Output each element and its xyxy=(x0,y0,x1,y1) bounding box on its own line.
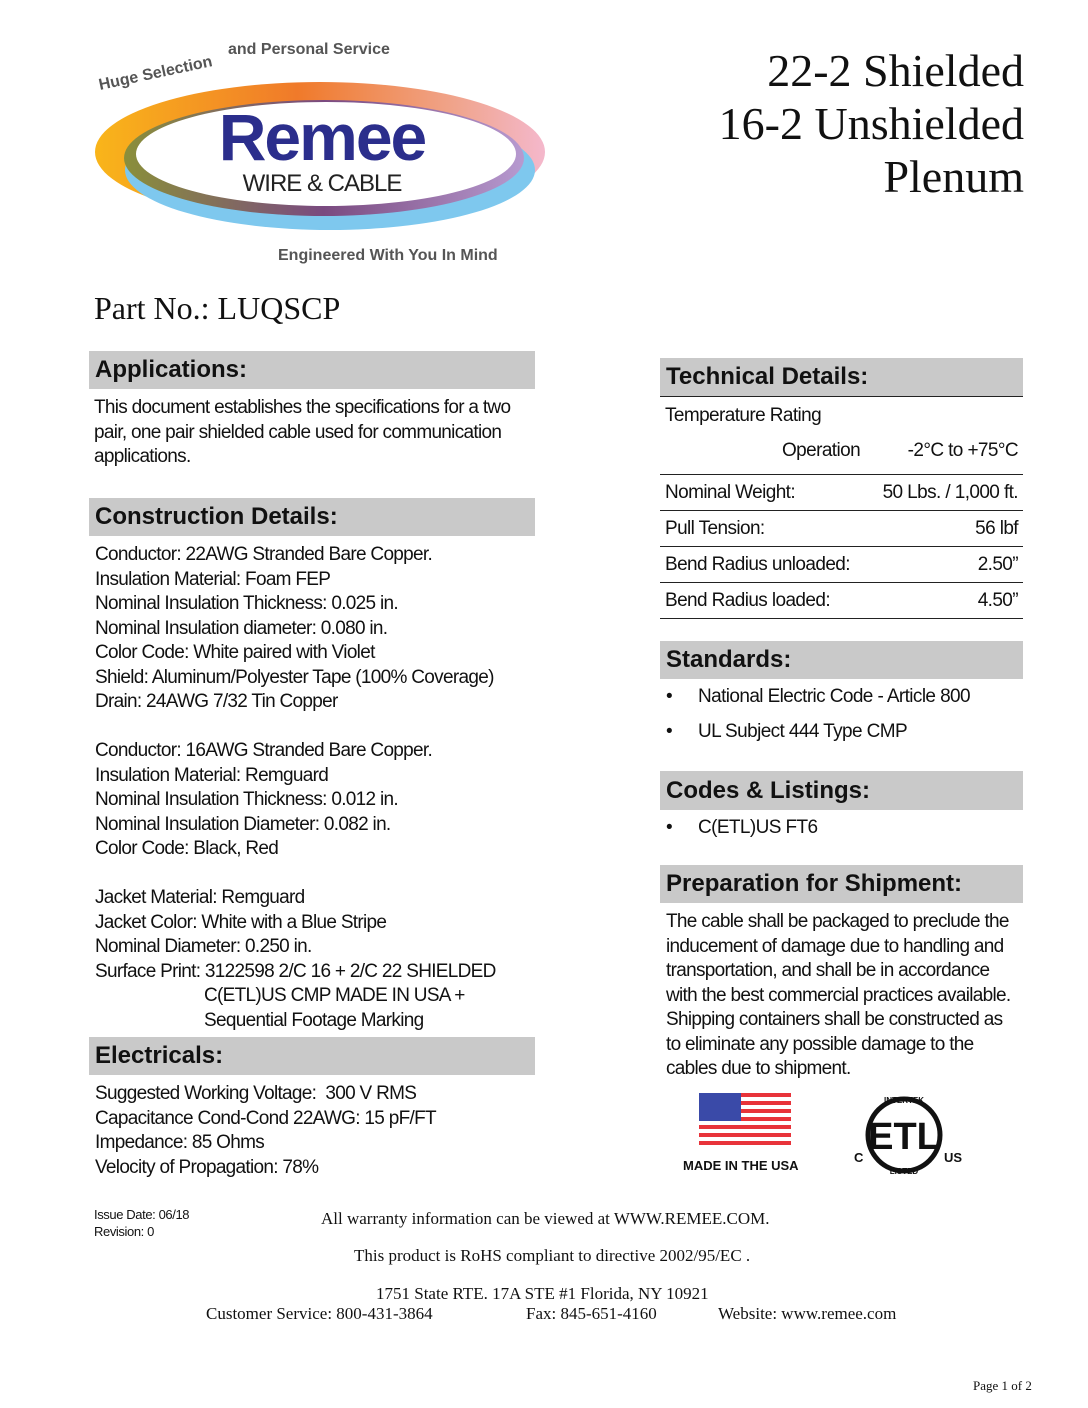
tech-label: Bend Radius loaded: xyxy=(665,589,831,611)
text-line: Drain: 24AWG 7/32 Tin Copper xyxy=(95,691,338,712)
etl-bottom-text: LISTED xyxy=(889,1167,919,1176)
text-line: Conductor: 22AWG Stranded Bare Copper. xyxy=(95,544,433,565)
text-line: Jacket Material: Remguard xyxy=(95,887,305,908)
rohs-text: This product is RoHS compliant to directive 2002/95/EC . xyxy=(354,1246,751,1265)
tech-value: 2.50” xyxy=(977,553,1018,575)
text-line: Jacket Color: White with a Blue Stripe xyxy=(95,911,387,933)
text-line: cables due to shipment. xyxy=(666,1058,851,1079)
text-line: Impedance: 85 Ohms xyxy=(95,1132,265,1153)
text-line: Capacitance Cond-Cond 22AWG: 15 pF/FT xyxy=(95,1107,436,1129)
text-line: Shipping containers shall be constructed as xyxy=(666,1009,1003,1030)
remee-logo xyxy=(88,32,548,272)
tech-row xyxy=(660,475,1023,511)
text-line: Nominal Diameter: 0.250 in. xyxy=(95,936,312,957)
tech-label: Bend Radius unloaded: xyxy=(665,553,850,575)
customer-service-text: Customer Service: 800-431-3864 xyxy=(206,1304,433,1323)
text-line: Surface Print: 3122598 2/C 16 + 2/C 22 SHIELDED xyxy=(95,960,496,982)
text-line: Sequential Footage Marking xyxy=(204,1009,424,1031)
tech-value: 4.50” xyxy=(977,589,1018,611)
text-line: with the best commercial practices available. xyxy=(666,984,1011,1006)
applications-text xyxy=(94,396,510,470)
revision: Revision: 0 xyxy=(94,1224,154,1239)
standards-item xyxy=(666,686,970,708)
technical-heading: Technical Details: xyxy=(660,358,1023,397)
title-line: 22-2 Shielded xyxy=(767,45,1024,96)
shipment-text xyxy=(666,910,1010,1082)
tech-value: 56 lbf xyxy=(975,517,1018,539)
text-line: Shield: Aluminum/Polyester Tape (100% Coverage) xyxy=(95,666,494,688)
text-line: pair, one pair shielded cable used for communication xyxy=(94,421,502,443)
text-line: transportation, and shall be in accordance xyxy=(666,960,990,981)
text-line: Nominal Insulation Thickness: 0.025 in. xyxy=(95,593,398,614)
codes-heading: Codes & Listings: xyxy=(660,771,1023,810)
text-line: Conductor: 16AWG Stranded Bare Copper. xyxy=(95,740,433,761)
spacer xyxy=(95,862,496,887)
issue-info xyxy=(94,1206,189,1240)
logo-subtitle: WIRE & CABLE xyxy=(242,170,402,197)
bullet-icon: • xyxy=(666,721,673,742)
etl-us-text: US xyxy=(944,1150,963,1165)
construction-heading: Construction Details: xyxy=(89,498,535,536)
tech-label: Pull Tension: xyxy=(665,517,765,539)
text-line: Nominal Insulation Thickness: 0.012 in. xyxy=(95,789,398,810)
tech-row xyxy=(660,583,1023,619)
tech-row xyxy=(660,547,1023,583)
svg-text:and Personal Service: and Personal Service xyxy=(228,41,390,58)
logo-brand: Remee xyxy=(218,100,426,174)
standards-item xyxy=(666,721,907,743)
codes-item xyxy=(666,817,817,839)
etl-mark-icon xyxy=(852,1094,972,1176)
construction-details xyxy=(95,543,496,1033)
svg-text:Huge Selection: Huge Selection xyxy=(97,53,214,94)
tech-row xyxy=(660,511,1023,547)
temperature-rating-label: Temperature Rating xyxy=(665,405,822,426)
shipment-heading: Preparation for Shipment: xyxy=(660,865,1023,903)
fax-text: Fax: 845-651-4160 xyxy=(526,1304,657,1323)
tech-label: Nominal Weight: xyxy=(665,481,796,503)
text-line: inducement of damage due to handling and xyxy=(666,935,1004,957)
electricals-heading: Electricals: xyxy=(89,1037,535,1075)
website-link[interactable]: Website: www.remee.com xyxy=(718,1304,897,1323)
etl-top-text: INTERTEK xyxy=(884,1096,924,1105)
warranty-text: All warranty information can be viewed at WWW.REMEE.COM. xyxy=(321,1209,770,1228)
bullet-icon: • xyxy=(666,686,673,707)
text-line: Nominal Insulation diameter: 0.080 in. xyxy=(95,617,388,639)
text-line: Color Code: White paired with Violet xyxy=(95,642,375,663)
page-number: Page 1 of 2 xyxy=(973,1378,1032,1393)
text-line: Nominal Insulation Diameter: 0.082 in. xyxy=(95,813,391,835)
code-text: C(ETL)US FT6 xyxy=(698,817,818,838)
electricals-text xyxy=(95,1082,436,1180)
standard-text: National Electric Code - Article 800 xyxy=(698,686,970,707)
text-line: applications. xyxy=(94,446,191,467)
address-text: 1751 State RTE. 17A STE #1 Florida, NY 10921 xyxy=(376,1284,709,1303)
title-line: 16-2 Unshielded xyxy=(718,98,1024,149)
text-line: This document establishes the specifications for a two xyxy=(94,397,511,418)
product-title xyxy=(719,44,1024,203)
operation-label: Operation xyxy=(782,440,861,461)
standard-text: UL Subject 444 Type CMP xyxy=(698,721,908,742)
tech-value: 50 Lbs. / 1,000 ft. xyxy=(882,481,1018,503)
part-number: Part No.: LUQSCP xyxy=(94,290,341,326)
text-line: Velocity of Propagation: 78% xyxy=(95,1156,319,1178)
text-line: Suggested Working Voltage: 300 V RMS xyxy=(95,1083,417,1104)
text-line: The cable shall be packaged to preclude the xyxy=(666,911,1009,932)
text-line: C(ETL)US CMP MADE IN USA + xyxy=(204,985,465,1006)
standards-heading: Standards: xyxy=(660,641,1023,679)
text-line: Insulation Material: Foam FEP xyxy=(95,568,331,590)
made-in-usa-label: MADE IN THE USA xyxy=(683,1158,799,1173)
svg-text:Engineered With You In Mind: Engineered With You In Mind xyxy=(278,247,498,264)
text-line: to eliminate any possible damage to the xyxy=(666,1033,974,1055)
issue-date: Issue Date: 06/18 xyxy=(94,1207,190,1222)
operation-value: -2°C to +75°C xyxy=(907,440,1018,461)
applications-heading: Applications: xyxy=(89,351,535,389)
title-line: Plenum xyxy=(883,151,1024,202)
text-line: Color Code: Black, Red xyxy=(95,838,279,859)
bullet-icon: • xyxy=(666,817,673,838)
us-flag-icon xyxy=(699,1093,791,1145)
etl-text: ETL xyxy=(868,1116,940,1158)
text-line: Insulation Material: Remguard xyxy=(95,764,329,786)
etl-listed-logo xyxy=(852,1094,972,1176)
spacer xyxy=(95,715,496,740)
etl-c-text: C xyxy=(854,1150,864,1165)
